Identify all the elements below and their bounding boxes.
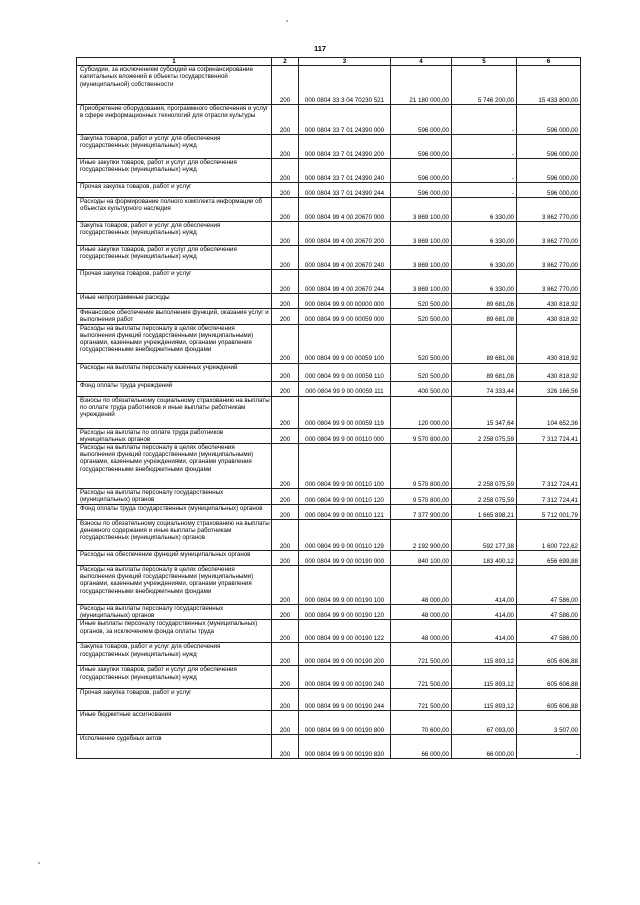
- row-name: Иные выплаты персоналу государственных (муниципальных) органов, за исключением фонда оплаты труда: [77, 620, 272, 643]
- row-approved-amount: 596 000,00: [391, 183, 452, 198]
- row-name: Иные непрограммные расходы: [77, 294, 272, 309]
- row-executed-amount: 115 893,12: [452, 689, 517, 711]
- row-line-code: 200: [272, 159, 299, 183]
- table-row: [77, 183, 581, 198]
- row-line-code: 200: [272, 381, 299, 396]
- table-row: [77, 246, 581, 270]
- table-row: [77, 505, 581, 520]
- table-row: [77, 566, 581, 605]
- row-executed-amount: 2 258 075,59: [452, 444, 517, 489]
- row-executed-amount: 414,00: [452, 620, 517, 643]
- row-approved-amount: 721 500,00: [391, 666, 452, 689]
- table-row: [77, 489, 581, 505]
- row-unexecuted-amount: 7 312 724,41: [517, 444, 581, 489]
- row-executed-amount: 89 681,08: [452, 294, 517, 309]
- row-executed-amount: -: [452, 159, 517, 183]
- row-classification-code: 000 0804 99 9 00 00059 119: [299, 396, 391, 428]
- row-classification-code: 000 0804 99 9 00 00000 000: [299, 294, 391, 309]
- row-unexecuted-amount: 430 818,92: [517, 363, 581, 381]
- row-classification-code: 000 0804 99 4 00 20670 200: [299, 222, 391, 246]
- row-approved-amount: 48 000,00: [391, 605, 452, 620]
- row-unexecuted-amount: 3 507,00: [517, 711, 581, 735]
- row-executed-amount: 67 093,00: [452, 711, 517, 735]
- row-approved-amount: 596 000,00: [391, 159, 452, 183]
- table-row: [77, 222, 581, 246]
- row-name: Исполнение судебных актов: [77, 735, 272, 759]
- column-header: 1: [77, 58, 272, 66]
- row-line-code: 200: [272, 363, 299, 381]
- row-line-code: 200: [272, 294, 299, 309]
- table-row: [77, 620, 581, 643]
- row-approved-amount: 120 000,00: [391, 396, 452, 428]
- row-line-code: 200: [272, 735, 299, 759]
- table-row: [77, 551, 581, 566]
- row-unexecuted-amount: 596 000,00: [517, 135, 581, 159]
- row-line-code: 200: [272, 566, 299, 605]
- row-executed-amount: 115 893,12: [452, 643, 517, 666]
- row-executed-amount: 6 330,00: [452, 270, 517, 294]
- row-executed-amount: 6 330,00: [452, 222, 517, 246]
- row-executed-amount: 414,00: [452, 566, 517, 605]
- row-name: Фонд оплаты труда государственных (муниципальных) органов: [77, 505, 272, 520]
- row-classification-code: 000 0804 99 9 00 00059 111: [299, 381, 391, 396]
- row-line-code: 200: [272, 183, 299, 198]
- row-executed-amount: 2 258 075,59: [452, 489, 517, 505]
- row-classification-code: 000 0804 33 7 01 24390 000: [299, 105, 391, 135]
- row-approved-amount: 520 500,00: [391, 363, 452, 381]
- row-line-code: 200: [272, 666, 299, 689]
- row-executed-amount: 89 681,08: [452, 309, 517, 324]
- row-line-code: 200: [272, 711, 299, 735]
- row-approved-amount: 9 570 800,00: [391, 489, 452, 505]
- row-approved-amount: 596 000,00: [391, 135, 452, 159]
- row-name: Субсидии, за исключением субсидий на софинансирование капитальных вложений в объекты государственной (муниципальной) собственности: [77, 66, 272, 105]
- row-line-code: 200: [272, 605, 299, 620]
- row-line-code: 200: [272, 324, 299, 363]
- row-classification-code: 000 0804 99 4 00 20670 244: [299, 270, 391, 294]
- row-executed-amount: 6 330,00: [452, 198, 517, 222]
- row-name: Расходы на выплаты персоналу казенных учреждений: [77, 363, 272, 381]
- row-name: Фонд оплаты труда учреждений: [77, 381, 272, 396]
- row-unexecuted-amount: 596 000,00: [517, 105, 581, 135]
- row-executed-amount: 74 333,44: [452, 381, 517, 396]
- column-header: 2: [272, 58, 299, 66]
- row-line-code: 200: [272, 444, 299, 489]
- row-classification-code: 000 0804 99 4 00 20670 000: [299, 198, 391, 222]
- row-line-code: 200: [272, 428, 299, 443]
- row-line-code: 200: [272, 643, 299, 666]
- row-unexecuted-amount: 605 606,88: [517, 643, 581, 666]
- row-executed-amount: -: [452, 105, 517, 135]
- row-unexecuted-amount: 3 862 770,00: [517, 246, 581, 270]
- row-executed-amount: 2 258 075,59: [452, 428, 517, 443]
- table-row: [77, 428, 581, 443]
- row-unexecuted-amount: 430 818,92: [517, 294, 581, 309]
- row-classification-code: 000 0804 99 9 00 00110 129: [299, 520, 391, 551]
- row-line-code: 200: [272, 396, 299, 428]
- row-classification-code: 000 0804 99 9 00 00190 200: [299, 643, 391, 666]
- row-name: Иные закупки товаров, работ и услуг для обеспечения государственных (муниципальных) нужд: [77, 159, 272, 183]
- row-approved-amount: 596 000,00: [391, 105, 452, 135]
- row-approved-amount: 520 500,00: [391, 294, 452, 309]
- row-name: Взносы по обязательному социальному страхованию на выплаты по оплате труда работников и иные выплаты работникам учреждений: [77, 396, 272, 428]
- row-line-code: 200: [272, 520, 299, 551]
- row-unexecuted-amount: 3 862 770,00: [517, 270, 581, 294]
- row-name: Расходы на выплаты персоналу в целях обеспечения выполнения функций государственными (муниципальными) органами, казенными учреждениями, органами управления государственными внебюджетными фондами: [77, 444, 272, 489]
- row-executed-amount: 183 400,12: [452, 551, 517, 566]
- row-classification-code: 000 0804 99 9 00 00190 800: [299, 711, 391, 735]
- row-unexecuted-amount: -: [517, 735, 581, 759]
- row-unexecuted-amount: 596 000,00: [517, 159, 581, 183]
- row-name: Прочая закупка товаров, работ и услуг: [77, 270, 272, 294]
- row-approved-amount: 3 869 100,00: [391, 198, 452, 222]
- row-line-code: 200: [272, 246, 299, 270]
- row-unexecuted-amount: 605 606,88: [517, 666, 581, 689]
- row-approved-amount: 3 869 100,00: [391, 246, 452, 270]
- row-name: Расходы на выплаты по оплате труда работников муниципальных органов: [77, 428, 272, 443]
- row-executed-amount: -: [452, 135, 517, 159]
- row-unexecuted-amount: 47 586,00: [517, 605, 581, 620]
- row-approved-amount: 9 570 800,00: [391, 428, 452, 443]
- row-unexecuted-amount: 430 818,92: [517, 309, 581, 324]
- row-approved-amount: 400 500,00: [391, 381, 452, 396]
- row-approved-amount: 21 180 000,00: [391, 66, 452, 105]
- table-row: [77, 605, 581, 620]
- row-name: Расходы на обеспечение функций муниципальных органов: [77, 551, 272, 566]
- row-classification-code: 000 0804 99 9 00 00059 000: [299, 309, 391, 324]
- row-unexecuted-amount: 605 606,88: [517, 689, 581, 711]
- row-classification-code: 000 0804 33 3 04 70230 521: [299, 66, 391, 105]
- row-executed-amount: 6 330,00: [452, 246, 517, 270]
- row-executed-amount: 592 177,38: [452, 520, 517, 551]
- row-name: Закупка товаров, работ и услуг для обеспечения государственных (муниципальных) нужд: [77, 643, 272, 666]
- row-name: Расходы на выплаты персоналу государственных (муниципальных) органов: [77, 605, 272, 620]
- row-approved-amount: 48 000,00: [391, 566, 452, 605]
- row-unexecuted-amount: 47 586,00: [517, 566, 581, 605]
- scan-speck: [38, 862, 40, 864]
- row-name: Иные бюджетные ассигнования: [77, 711, 272, 735]
- row-line-code: 200: [272, 505, 299, 520]
- row-unexecuted-amount: 326 166,56: [517, 381, 581, 396]
- table-row: [77, 159, 581, 183]
- row-classification-code: 000 0804 99 4 00 20670 240: [299, 246, 391, 270]
- row-line-code: 200: [272, 66, 299, 105]
- row-unexecuted-amount: 15 433 800,00: [517, 66, 581, 105]
- row-unexecuted-amount: 7 312 724,41: [517, 489, 581, 505]
- row-approved-amount: 520 500,00: [391, 324, 452, 363]
- row-line-code: 200: [272, 689, 299, 711]
- row-approved-amount: 721 500,00: [391, 689, 452, 711]
- column-header: 5: [452, 58, 517, 66]
- table-row: [77, 270, 581, 294]
- row-classification-code: 000 0804 99 9 00 00110 000: [299, 428, 391, 443]
- row-classification-code: 000 0804 99 9 00 00190 830: [299, 735, 391, 759]
- row-approved-amount: 840 100,00: [391, 551, 452, 566]
- row-classification-code: 000 0804 33 7 01 24390 244: [299, 183, 391, 198]
- column-header: 3: [299, 58, 391, 66]
- row-approved-amount: 7 377 900,00: [391, 505, 452, 520]
- row-unexecuted-amount: 104 652,36: [517, 396, 581, 428]
- table-row: [77, 711, 581, 735]
- row-executed-amount: 89 681,08: [452, 363, 517, 381]
- row-line-code: 200: [272, 309, 299, 324]
- row-name: Финансовое обеспечение выполнения функций, оказания услуг и выполнения работ: [77, 309, 272, 324]
- row-approved-amount: 48 000,00: [391, 620, 452, 643]
- row-name: Расходы на формирование полного комплекта информации об объектах культурного наследия: [77, 198, 272, 222]
- row-classification-code: 000 0804 99 9 00 00190 120: [299, 605, 391, 620]
- row-line-code: 200: [272, 198, 299, 222]
- row-unexecuted-amount: 7 312 724,41: [517, 428, 581, 443]
- row-name: Приобретение оборудования, программного обеспечения и услуг в сфере информационных технологий для отрасли культуры: [77, 105, 272, 135]
- table-row: [77, 363, 581, 381]
- row-classification-code: 000 0804 99 9 00 00059 100: [299, 324, 391, 363]
- table-row: [77, 198, 581, 222]
- column-number-header: [77, 58, 581, 66]
- row-name: Прочая закупка товаров, работ и услуг: [77, 689, 272, 711]
- table-row: [77, 666, 581, 689]
- table-row: [77, 324, 581, 363]
- row-approved-amount: 3 869 100,00: [391, 222, 452, 246]
- row-unexecuted-amount: 430 818,92: [517, 324, 581, 363]
- row-classification-code: 000 0804 99 9 00 00190 240: [299, 666, 391, 689]
- row-line-code: 200: [272, 105, 299, 135]
- table-row: [77, 444, 581, 489]
- row-name: Расходы на выплаты персоналу государственных (муниципальных) органов: [77, 489, 272, 505]
- row-line-code: 200: [272, 620, 299, 643]
- row-line-code: 200: [272, 270, 299, 294]
- column-header: 4: [391, 58, 452, 66]
- row-unexecuted-amount: 3 862 770,00: [517, 198, 581, 222]
- row-unexecuted-amount: 1 600 722,62: [517, 520, 581, 551]
- row-executed-amount: 66 000,00: [452, 735, 517, 759]
- row-classification-code: 000 0804 99 9 00 00190 100: [299, 566, 391, 605]
- row-approved-amount: 9 570 800,00: [391, 444, 452, 489]
- row-name: Расходы на выплаты персоналу в целях обеспечения выполнения функций государственными (муниципальными) органами, казенными учреждениями, органами управления государственными внебюджетными фондами: [77, 324, 272, 363]
- row-classification-code: 000 0804 99 9 00 00110 100: [299, 444, 391, 489]
- row-classification-code: 000 0804 99 9 00 00059 110: [299, 363, 391, 381]
- row-unexecuted-amount: 47 586,00: [517, 620, 581, 643]
- row-classification-code: 000 0804 33 7 01 24390 240: [299, 159, 391, 183]
- table-row: [77, 66, 581, 105]
- row-unexecuted-amount: 5 712 001,79: [517, 505, 581, 520]
- table-row: [77, 309, 581, 324]
- table-row: [77, 396, 581, 428]
- row-executed-amount: 115 893,12: [452, 666, 517, 689]
- row-approved-amount: 520 500,00: [391, 309, 452, 324]
- row-executed-amount: 1 665 898,21: [452, 505, 517, 520]
- row-approved-amount: 70 600,00: [391, 711, 452, 735]
- row-unexecuted-amount: 596 000,00: [517, 183, 581, 198]
- row-approved-amount: 721 500,00: [391, 643, 452, 666]
- row-name: Расходы на выплаты персоналу в целях обеспечения выполнения функций государственными (муниципальными) органами, казенными учреждениями, органами управления государственными внебюджетными фондами: [77, 566, 272, 605]
- row-approved-amount: 3 869 100,00: [391, 270, 452, 294]
- row-classification-code: 000 0804 99 9 00 00110 120: [299, 489, 391, 505]
- table-row: [77, 735, 581, 759]
- table-row: [77, 135, 581, 159]
- row-unexecuted-amount: 3 862 770,00: [517, 222, 581, 246]
- row-classification-code: 000 0804 33 7 01 24390 200: [299, 135, 391, 159]
- row-executed-amount: 414,00: [452, 605, 517, 620]
- row-name: Иные закупки товаров, работ и услуг для обеспечения государственных (муниципальных) нужд: [77, 246, 272, 270]
- scan-speck: [286, 20, 288, 22]
- row-executed-amount: 89 681,08: [452, 324, 517, 363]
- table-row: [77, 381, 581, 396]
- row-line-code: 200: [272, 222, 299, 246]
- row-name: Иные закупки товаров, работ и услуг для обеспечения государственных (муниципальных) нужд: [77, 666, 272, 689]
- table-row: [77, 294, 581, 309]
- budget-execution-table: [76, 57, 581, 759]
- row-executed-amount: 15 347,64: [452, 396, 517, 428]
- table-row: [77, 520, 581, 551]
- row-name: Закупка товаров, работ и услуг для обеспечения государственных (муниципальных) нужд: [77, 222, 272, 246]
- table-row: [77, 689, 581, 711]
- row-name: Взносы по обязательному социальному страхованию на выплаты денежного содержания и иные выплаты работникам государственных (муниципальных) органов: [77, 520, 272, 551]
- row-line-code: 200: [272, 551, 299, 566]
- row-approved-amount: 66 000,00: [391, 735, 452, 759]
- row-classification-code: 000 0804 99 9 00 00190 244: [299, 689, 391, 711]
- row-approved-amount: 2 192 900,00: [391, 520, 452, 551]
- row-classification-code: 000 0804 99 9 00 00190 000: [299, 551, 391, 566]
- page-number: 117: [313, 44, 327, 53]
- row-executed-amount: -: [452, 183, 517, 198]
- table-row: [77, 643, 581, 666]
- table-row: [77, 105, 581, 135]
- row-unexecuted-amount: 656 699,88: [517, 551, 581, 566]
- row-line-code: 200: [272, 135, 299, 159]
- row-line-code: 200: [272, 489, 299, 505]
- row-classification-code: 000 0804 99 9 00 00110 121: [299, 505, 391, 520]
- row-name: Прочая закупка товаров, работ и услуг: [77, 183, 272, 198]
- row-classification-code: 000 0804 99 9 00 00190 122: [299, 620, 391, 643]
- row-executed-amount: 5 746 200,00: [452, 66, 517, 105]
- column-header: 6: [517, 58, 581, 66]
- row-name: Закупка товаров, работ и услуг для обеспечения государственных (муниципальных) нужд: [77, 135, 272, 159]
